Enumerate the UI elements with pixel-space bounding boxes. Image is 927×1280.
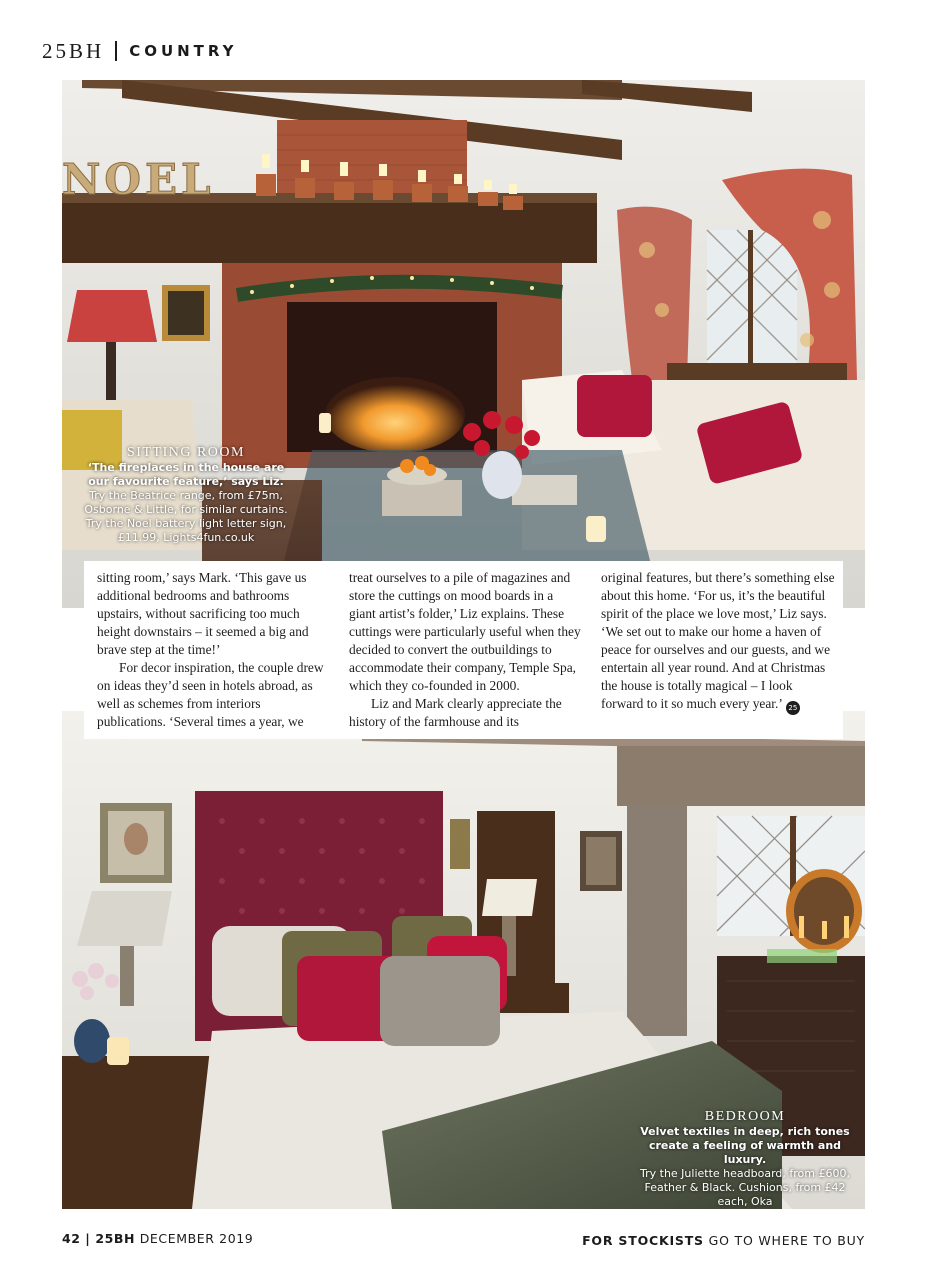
sitting-room-caption	[84, 445, 288, 545]
sitting-room-caption-body: Try the Beatrice range, from £75m, Osborne & Little, for similar curtains. Try the Noel battery light letter sign, £11.99, Lights4fun.co.uk	[84, 489, 288, 544]
sitting-room-caption-title: SITTING ROOM	[127, 445, 245, 460]
header-divider	[115, 41, 117, 61]
section-label: COUNTRY	[129, 42, 238, 60]
article-paragraph: treat ourselves to a pile of magazines and store the cuttings on mood boards in a giant artist’s folder,’ Liz explains. These cuttings were particularly useful when they decided to convert the outbuildings to accommodate their company, Temple Spa, which they co-founded in 2000.	[349, 570, 581, 693]
noel-sign: NOEL	[62, 155, 215, 204]
article-column-1	[97, 569, 331, 731]
stockists-label: FOR STOCKISTS	[582, 1233, 704, 1248]
article-paragraph	[601, 569, 835, 715]
article-text-panel	[84, 561, 843, 739]
article-column-2	[349, 569, 583, 731]
folio-divider: |	[85, 1231, 96, 1246]
bedroom-caption-lead: Velvet textiles in deep, rich tones create a feeling of warmth and luxury.	[640, 1125, 850, 1166]
article-closing-text: original features, but there’s something else about this home. ‘For us, it’s the beautiful spirit of the place we love most,’ Liz says. ‘We set out to make our home a haven of peace for ourselves and our guests, and we entertain all year round. And at Christmas the house is totally magical – I look forward to it so much every year.’	[601, 570, 835, 711]
stockists-instruction: GO TO WHERE TO BUY	[708, 1233, 865, 1248]
folio	[62, 1231, 253, 1246]
article-paragraph: sitting room,’ says Mark. ‘This gave us additional bedrooms and bathrooms upstairs, without sacrificing too much height downstairs – it seemed a big and brave step at the time!’	[97, 570, 309, 657]
magazine-brand: 25BH	[42, 38, 105, 63]
article-paragraph: Liz and Mark clearly appreciate the history of the farmhouse and its	[349, 696, 562, 729]
bedroom-caption	[636, 1109, 854, 1209]
folio-brand: 25BH	[95, 1231, 136, 1246]
bedroom-caption-title: BEDROOM	[704, 1109, 786, 1124]
article-column-3	[601, 569, 835, 715]
page-number: 42	[62, 1231, 81, 1246]
stockists-note	[582, 1233, 865, 1248]
sitting-room-caption-lead: ‘The fireplaces in the house are our favourite feature,’ says Liz.	[87, 461, 285, 488]
bedroom-caption-body: Try the Juliette headboard, from £600, Feather & Black. Cushions, from £42 each, Oka	[640, 1167, 850, 1208]
end-mark-icon: 25	[786, 701, 800, 715]
issue-date: DECEMBER 2019	[139, 1231, 254, 1246]
article-paragraph: For decor inspiration, the couple drew on ideas they’d seen in hotels abroad, as well as schemes from interiors publications. ‘Several times a year, we	[97, 660, 324, 729]
running-header	[42, 36, 238, 66]
